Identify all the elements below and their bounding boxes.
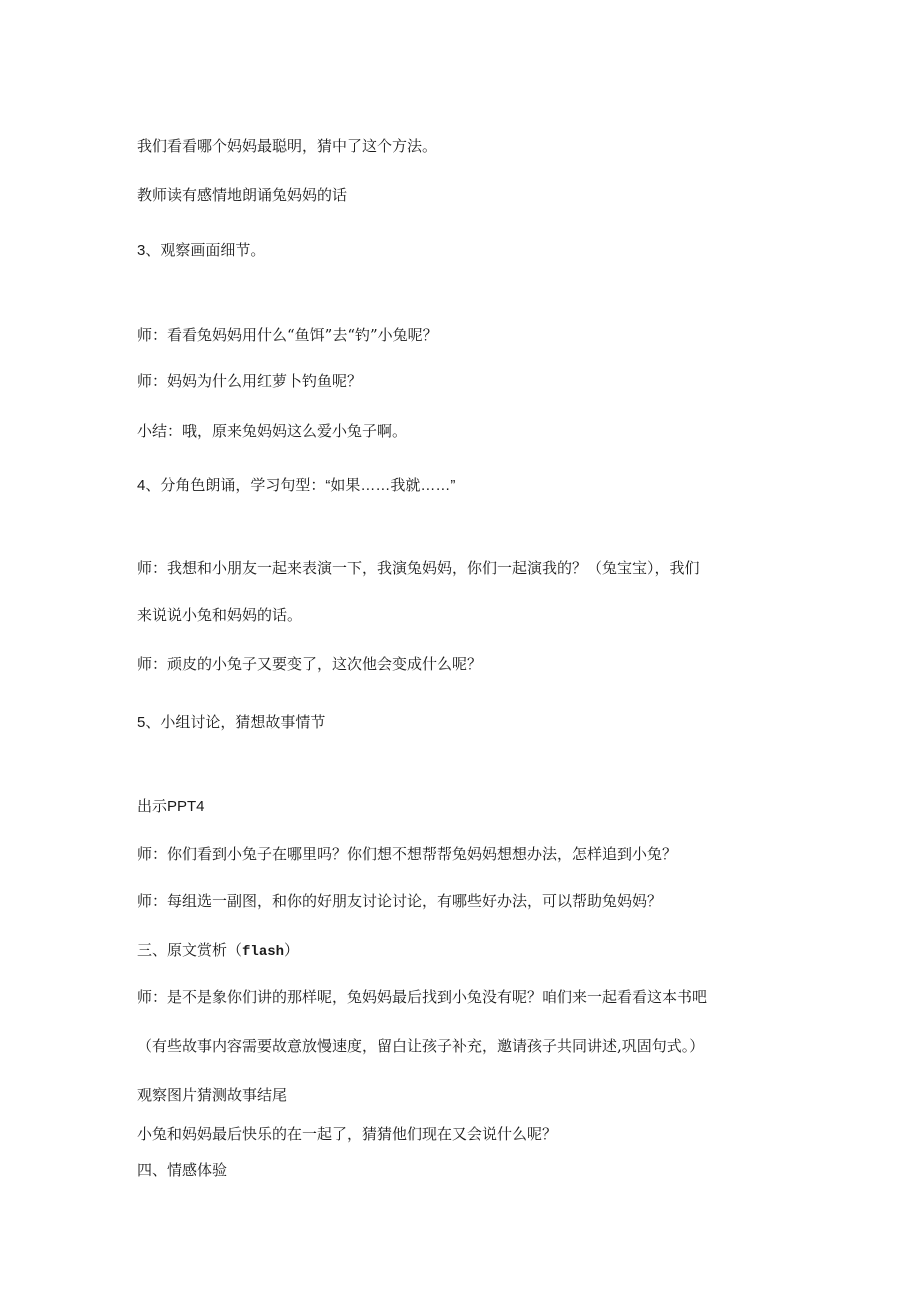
heading-observe-details: 3、观察画面细节。 (137, 242, 266, 259)
paragraph-choose-picture: 师：每组选一副图，和你的好朋友讨论讨论，有哪些好办法，可以帮助兔妈妈？ (137, 892, 663, 910)
paragraph-where-rabbit: 师：你们看到小兔子在哪里吗？你们想不想帮帮兔妈妈想想办法，怎样追到小兔？ (137, 845, 678, 863)
paragraph-teaching-note: （有些故事内容需要故意放慢速度，留白让孩子补充，邀请孩子共同讲述,巩固句式。） (137, 1037, 705, 1055)
heading-text-appreciation-suffix: ） (284, 941, 300, 959)
paragraph-perform-line1: 师：我想和小朋友一起来表演一下，我演兔妈妈，你们一起演我的？（兔宝宝），我们 (137, 559, 700, 577)
heading-role-reading: 4、分角色朗诵，学习句型：“如果……我就……” (137, 477, 456, 494)
paragraph-show-ppt4: 出示PPT4 (137, 798, 205, 815)
heading-group-discussion: 5、小组讨论，猜想故事情节 (137, 714, 326, 731)
paragraph-clever-mother: 我们看看哪个妈妈最聪明，猜中了这个方法。 (137, 137, 438, 155)
flash-label: flash (242, 944, 285, 960)
paragraph-bait-question: 师：看看兔妈妈用什么“鱼饵”去“钓”小兔呢？ (137, 326, 438, 344)
paragraph-summary: 小结：哦，原来兔妈妈这么爱小兔子啊。 (137, 422, 408, 440)
heading-text-appreciation-prefix: 三、原文赏析（ (137, 941, 243, 959)
paragraph-read-book: 师：是不是象你们讲的那样呢，兔妈妈最后找到小兔没有呢？咱们来一起看看这本书吧 (137, 988, 708, 1006)
paragraph-happy-together: 小兔和妈妈最后快乐的在一起了，猜猜他们现在又会说什么呢？ (137, 1125, 558, 1143)
paragraph-teacher-reads: 教师读有感情地朗诵兔妈妈的话 (137, 186, 348, 204)
heading-emotional-experience: 四、情感体验 (137, 1161, 228, 1179)
paragraph-naughty-rabbit: 师：顽皮的小兔子又要变了，这次他会变成什么呢？ (137, 655, 483, 673)
heading-text-appreciation (137, 940, 299, 962)
paragraph-observe-pictures: 观察图片猜测故事结尾 (137, 1086, 288, 1104)
paragraph-perform-line2: 来说说小兔和妈妈的话。 (137, 606, 303, 624)
paragraph-carrot-question: 师：妈妈为什么用红萝卜钓鱼呢？ (137, 372, 363, 390)
